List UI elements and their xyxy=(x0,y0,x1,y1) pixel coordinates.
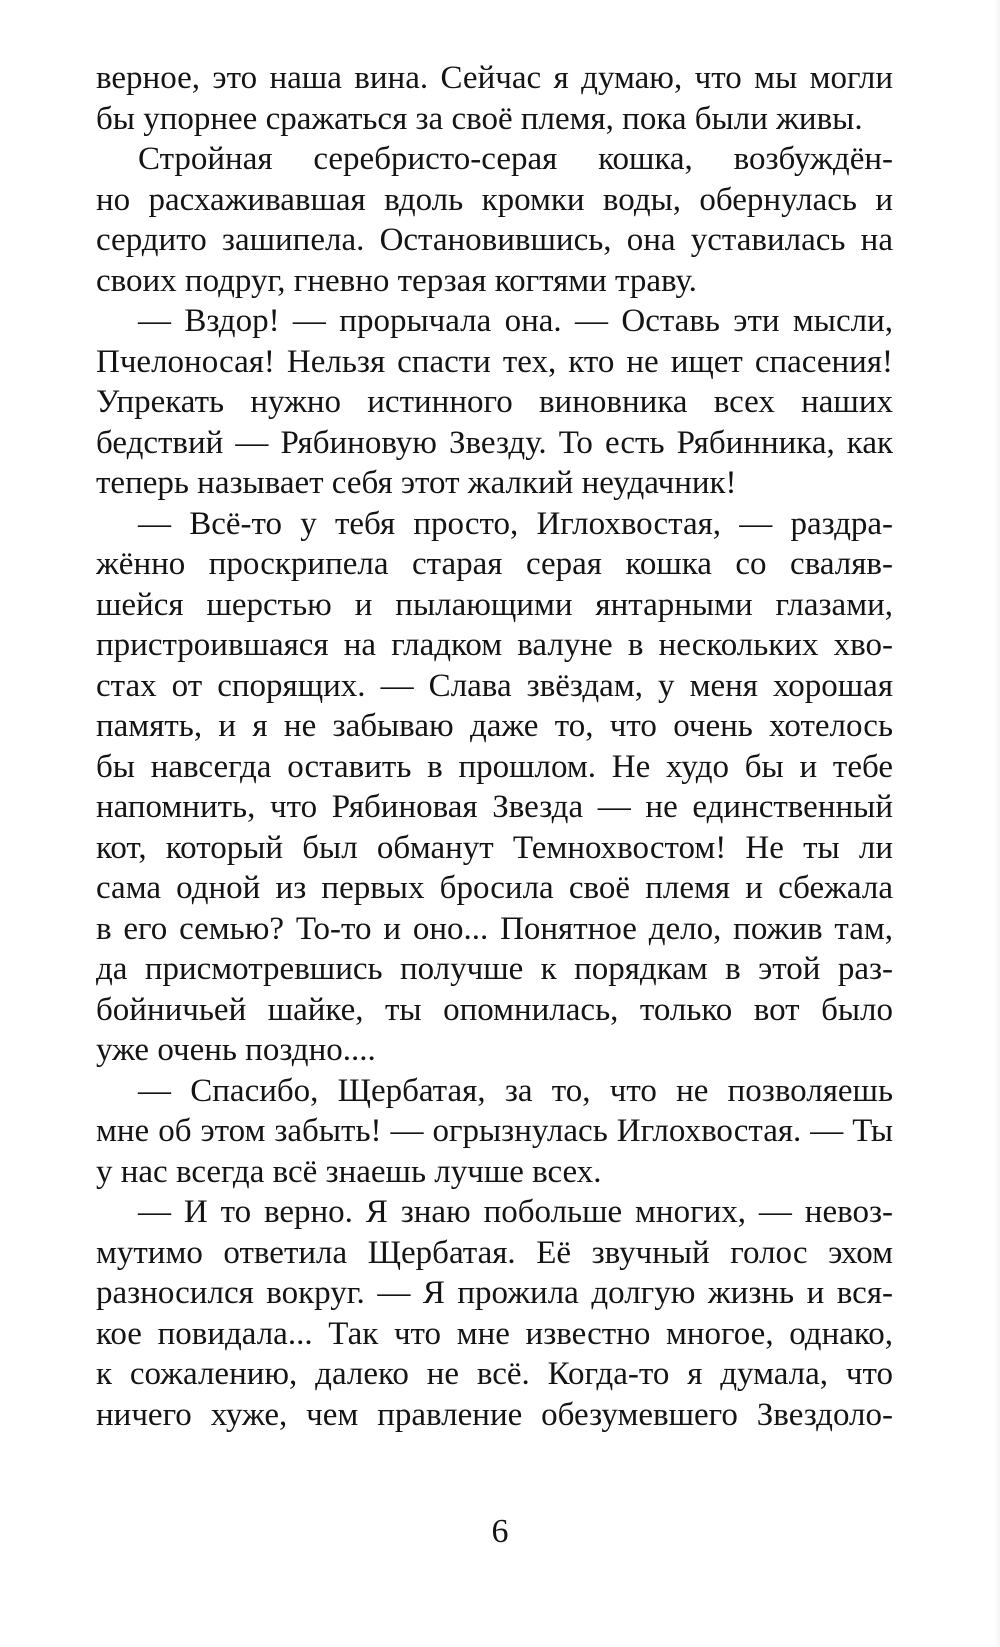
text-line: но расхаживавшая вдоль кромки воды, обернулась и xyxy=(96,181,893,218)
paragraph-start-line: — Спасибо, Щербатая, за то, что не позволяешь xyxy=(138,1072,893,1109)
text-line: напомнить, что Рябиновая Звезда — не единственный xyxy=(96,789,893,825)
text-line: шейся шерстью и пылающими янтарными глазами, xyxy=(96,586,893,623)
text-line: Упрекать нужно истинного виновника всех наших xyxy=(96,384,893,420)
text-line: верное, это наша вина. Сейчас я думаю, что мы могли xyxy=(96,60,893,96)
text-line: Пчелоносая! Нельзя спасти тех, кто не ищет спасения! xyxy=(96,343,893,380)
text-line: бойничьей шайке, ты опомнилась, только вот было xyxy=(96,991,893,1028)
paragraph-start-line: — И то верно. Я знаю побольше многих, — невоз- xyxy=(138,1194,893,1230)
paragraph-start-line: — Вздор! — прорычала она. — Оставь эти мысли, xyxy=(138,303,893,339)
page-number: 6 xyxy=(491,1513,509,1550)
text-line: мутимо ответила Щербатая. Её звучный голос эхом xyxy=(96,1234,893,1271)
text-line: кое повидала... Так что мне известно многое, однако, xyxy=(96,1315,893,1352)
text-line: разносился вокруг. — Я прожила долгую жизнь и вся- xyxy=(96,1275,893,1311)
text-line: бедствий — Рябиновую Звезду. То есть Рябинника, как xyxy=(96,424,893,461)
text-line: уже очень поздно.... xyxy=(96,1032,376,1068)
text-line: жённо проскрипела старая серая кошка со сваляв- xyxy=(96,546,893,582)
text-line: к сожалению, далеко не всё. Когда-то я думала, что xyxy=(96,1356,893,1392)
text-line: бы навсегда оставить в прошлом. Не худо бы и тебе xyxy=(96,748,893,785)
text-line: ничего хуже, чем правление обезумевшего Звездоло- xyxy=(96,1396,893,1433)
text-line: теперь называет себя этот жалкий неудачник! xyxy=(96,465,737,501)
text-line: кот, который был обманут Темнохвостом! Не ты ли xyxy=(96,829,893,866)
text-line: у нас всегда всё знаешь лучше всех. xyxy=(96,1153,602,1190)
text-line: бы упорнее сражаться за своё племя, пока были живы. xyxy=(96,100,863,137)
text-line: сама одной из первых бросила своё племя и сбежала xyxy=(96,870,893,906)
text-line: пристроившаяся на гладком валуне в нескольких хво- xyxy=(96,627,893,663)
text-line: память, и я не забываю даже то, что очень хотелось xyxy=(96,708,893,744)
text-line: стах от спорящих. — Слава звёздам, у меня хорошая xyxy=(96,667,893,704)
text-line: своих подруг, гневно терзая когтями траву. xyxy=(96,262,697,299)
text-line: мне об этом забыть! — огрызнулась Иглохвостая. — Ты xyxy=(96,1113,893,1149)
text-line: да присмотревшись получше к порядкам в этой раз- xyxy=(96,951,893,987)
text-line: в его семью? То-то и оно... Понятное дело, пожив там, xyxy=(96,910,893,947)
page-edge-shadow xyxy=(994,0,1000,1647)
paragraph-start-line: Стройная серебристо-серая кошка, возбуждён- xyxy=(138,141,893,177)
page-text xyxy=(96,58,893,1435)
text-line: сердито зашипела. Остановившись, она уставилась на xyxy=(96,222,893,258)
paragraph-start-line: — Всё-то у тебя просто, Иглохвостая, — раздра- xyxy=(138,505,893,542)
